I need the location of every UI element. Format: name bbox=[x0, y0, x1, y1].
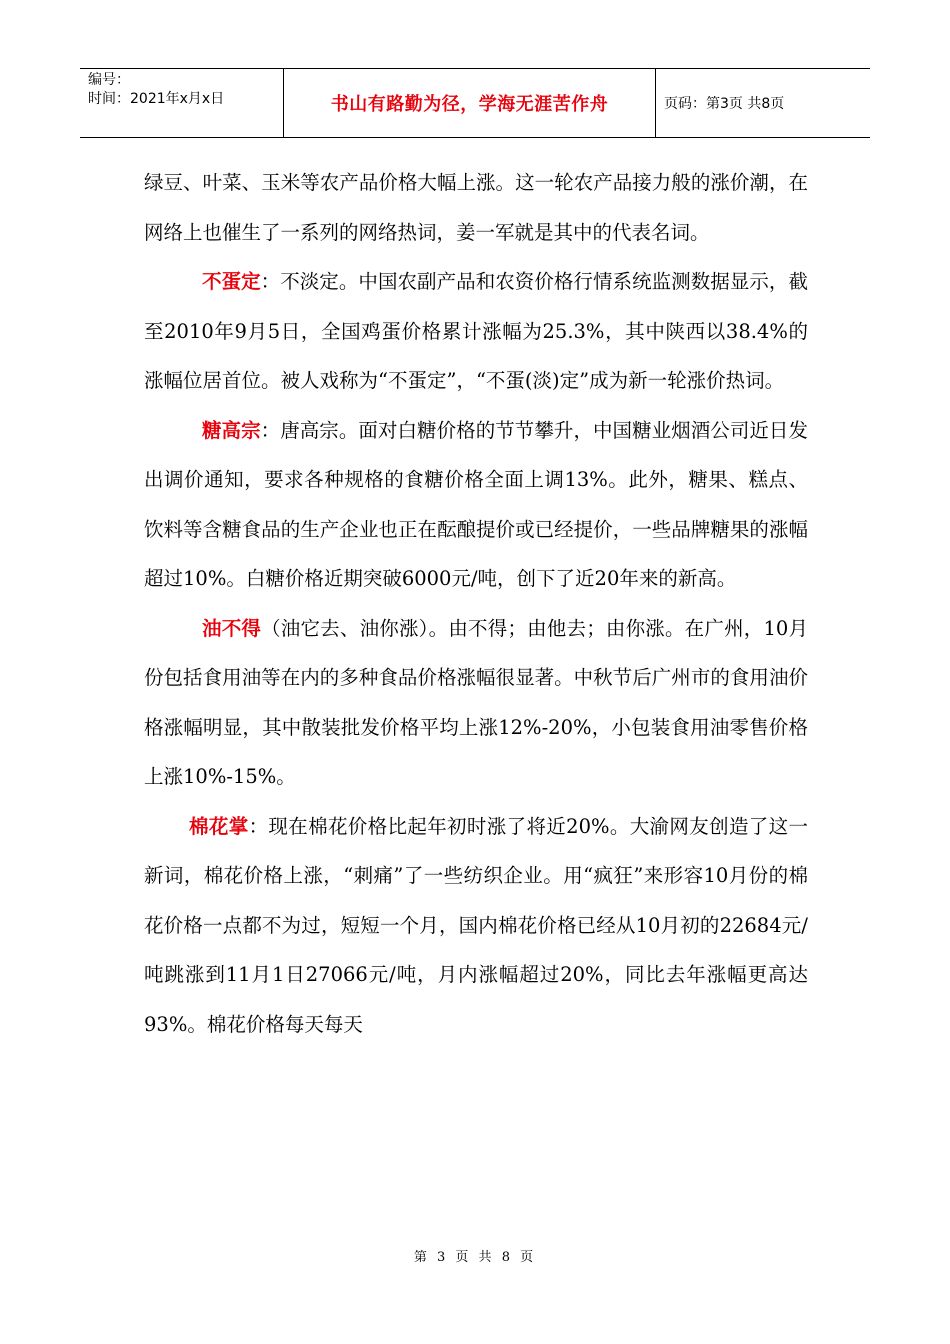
paragraph-5 bbox=[144, 802, 808, 1050]
paragraph-3 bbox=[144, 406, 808, 604]
page-header bbox=[80, 68, 870, 138]
date-label: 时间：2021年x月x日 bbox=[88, 91, 225, 107]
header-motto: 书山有路勤为径，学海无涯苦作舟 bbox=[283, 69, 656, 137]
paragraph-4 bbox=[144, 604, 808, 802]
paragraph-1-text: 绿豆、叶菜、玉米等农产品价格大幅上涨。这一轮农产品接力般的涨价潮，在网络上也催生了一系列的网络热词，姜一军就是其中的代表名词。 bbox=[144, 171, 808, 244]
keyword-you-bu-de: 油不得 bbox=[202, 616, 262, 640]
paragraph-5-text: ：现在棉花价格比起年初时涨了将近20%。大渝网友创造了这一新词，棉花价格上涨，“刺痛”了一些纺织企业。用“疯狂”来形容10月份的棉花价格一点都不为过，短短一个月，国内棉花价格已经从10月初的22684元/吨跳涨到11月1日27066元/吨，月内涨幅超过20%，同比去年涨幅更高达93%。棉花价格每天每天 bbox=[144, 814, 808, 1036]
paragraph-3-text: ：唐高宗。面对白糖价格的节节攀升，中国糖业烟酒公司近日发出调价通知，要求各种规格的食糖价格全面上调13%。此外，糖果、糕点、饮料等含糖食品的生产企业也正在酝酿提价或已经提价，一些品牌糖果的涨幅超过10%。白糖价格近期突破6000元/吨，创下了近20年来的新高。 bbox=[144, 418, 808, 590]
paragraph-1 bbox=[144, 158, 808, 257]
header-page-info: 页码：第3页 共8页 bbox=[664, 96, 785, 112]
paragraph-4-text: （油它去、油你涨）。由不得；由他去；由你涨。在广州，10月份包括食用油等在内的多种食品价格涨幅很显著。中秋节后广州市的食用油价格涨幅明显，其中散装批发价格平均上涨12%-20%，小包装食用油零售价格上涨10%-15%。 bbox=[144, 616, 808, 788]
keyword-bu-dan-ding: 不蛋定 bbox=[202, 270, 261, 293]
keyword-tang-gao-zong: 糖高宗 bbox=[202, 418, 261, 442]
document-body bbox=[144, 158, 808, 1049]
page-footer: 第 3 页 共 8 页 bbox=[413, 1250, 537, 1265]
serial-label: 编号： bbox=[88, 72, 130, 88]
keyword-mian-hua-zhang: 棉花掌 bbox=[189, 814, 249, 838]
paragraph-2-text: ：不淡定。中国农副产品和农资价格行情系统监测数据显示，截至2010年9月5日，全国鸡蛋价格累计涨幅为25.3%，其中陕西以38.4%的涨幅位居首位。被人戏称为“不蛋定”，“不蛋(淡)定”成为新一轮涨价热词。 bbox=[144, 270, 808, 392]
paragraph-2 bbox=[144, 257, 808, 406]
header-meta bbox=[80, 69, 283, 137]
